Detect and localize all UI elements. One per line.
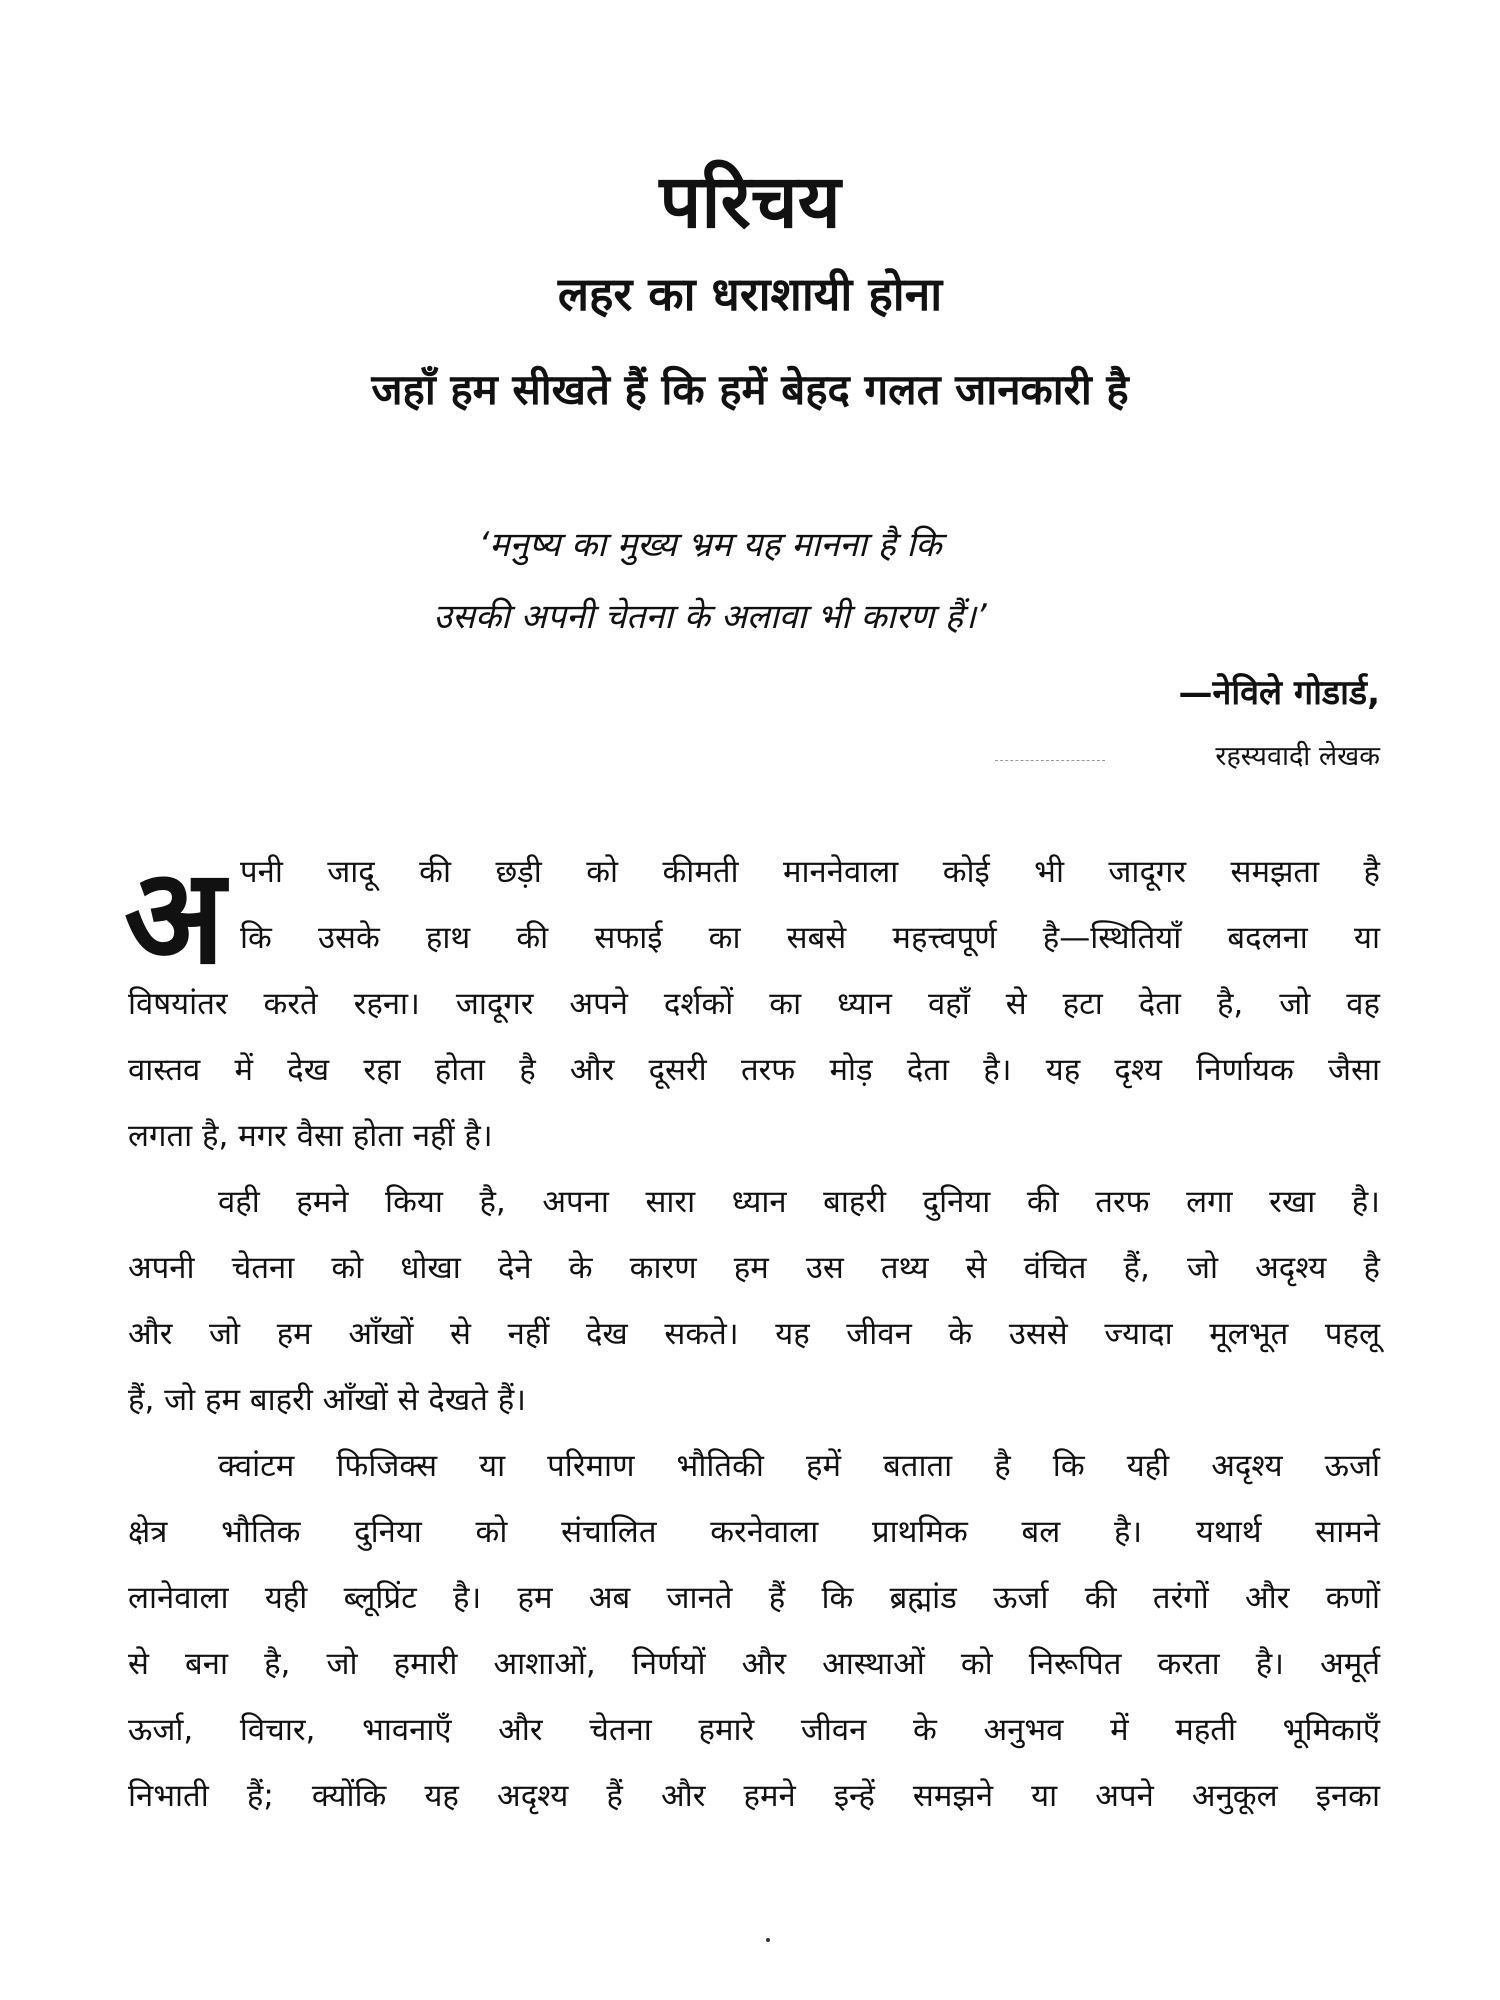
paragraph-line: क्वांटम फिजिक्स या परिमाण भौतिकी हमें बताता है कि यही अदृश्य ऊर्जा [218,1448,1380,1484]
paragraph-line: हैं, जो हम बाहरी आँखों से देखते हैं। [128,1382,526,1418]
paragraph-line: ऊर्जा, विचार, भावनाएँ और चेतना हमारे जीवन के अनुभव में महती भूमिकाएँ [128,1712,1380,1748]
page-speck [766,1938,770,1942]
epigraph-line-2: उसकी अपनी चेतना के अलावा भी कारण हैं।’ [433,597,987,637]
paragraph-line: वही हमने किया है, अपना सारा ध्यान बाहरी दुनिया की तरफ लगा रखा है। [218,1184,1380,1220]
paragraph-line: अपनी चेतना को धोखा देने के कारण हम उस तथ्य से वंचित हैं, जो अदृश्य है [128,1250,1380,1286]
paragraph-line: निभाती हैं; क्योंकि यह अदृश्य हैं और हमने इन्हें समझने या अपने अनुकूल इनका [128,1778,1380,1814]
chapter-title: परिचय [659,159,841,245]
epigraph-author-role: रहस्यवादी लेखक [1215,741,1380,772]
separator [995,760,1105,761]
chapter-tagline: जहाँ हम सीखते हैं कि हमें बेहद गलत जानकारी है [371,365,1129,414]
paragraph-line: क्षेत्र भौतिक दुनिया को संचालित करनेवाला प्राथमिक बल है। यथार्थ सामने [128,1514,1380,1550]
paragraph-line: विषयांतर करते रहना। जादूगर अपने दर्शकों का ध्यान वहाँ से हटा देता है, जो वह [128,986,1380,1022]
paragraph-line: पनी जादू की छड़ी को कीमती माननेवाला कोई भी जादूगर समझता है [240,854,1380,890]
paragraph-line: वास्तव में देख रहा होता है और दूसरी तरफ मोड़ देता है। यह दृश्य निर्णायक जैसा [128,1052,1380,1088]
paragraph-line: और जो हम आँखों से नहीं देख सकते। यह जीवन के उससे ज्यादा मूलभूत पहलू [128,1316,1380,1352]
paragraph-line: से बना है, जो हमारी आशाओं, निर्णयों और आस्थाओं को निरूपित करता है। अमूर्त [128,1646,1380,1682]
paragraph-line: लानेवाला यही ब्लूप्रिंट है। हम अब जानते हैं कि ब्रह्मांड ऊर्जा की तरंगों और कणों [128,1580,1380,1616]
drop-cap: अ [124,840,225,994]
chapter-subtitle: लहर का धराशायी होना [557,267,943,321]
epigraph-line-1: ‘मनुष्य का मुख्य भ्रम यह मानना है कि [478,525,942,565]
paragraph-line: कि उसके हाथ की सफाई का सबसे महत्त्वपूर्ण है—स्थितियाँ बदलना या [240,920,1380,956]
epigraph-author: —नेविले गोडार्ड, [1178,673,1380,713]
paragraph-line: लगता है, मगर वैसा होता नहीं है। [128,1118,493,1154]
